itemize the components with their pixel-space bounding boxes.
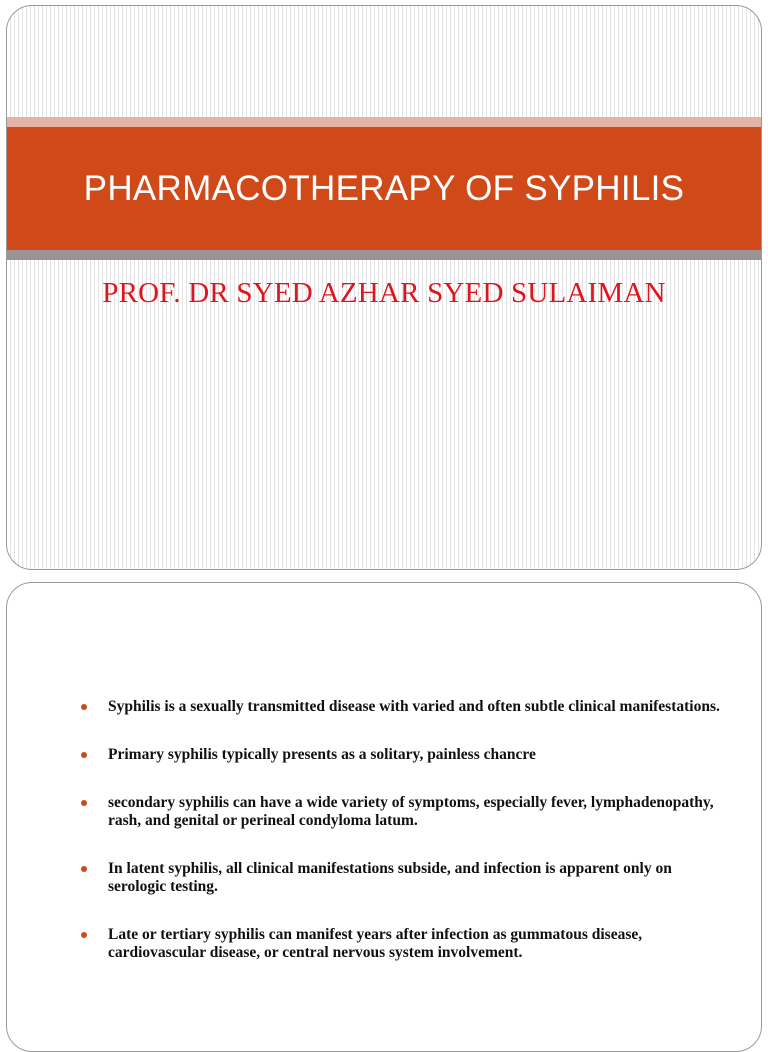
slide-subtitle: PROF. DR SYED AZHAR SYED SULAIMAN bbox=[102, 277, 666, 309]
bullet-text: In latent syphilis, all clinical manifestations subside, and infection is apparent only on serologic testing. bbox=[108, 860, 672, 895]
bullet-marker-icon bbox=[81, 932, 87, 938]
bullet-item bbox=[81, 698, 731, 716]
title-accent-band-top bbox=[7, 117, 761, 127]
bullet-marker-icon bbox=[81, 704, 87, 710]
bullet-item bbox=[81, 926, 731, 962]
bullet-text: secondary syphilis can have a wide variety of symptoms, especially fever, lymphadenopathy, rash, and genital or perineal condyloma latum. bbox=[108, 794, 714, 829]
bullet-marker-icon bbox=[81, 752, 87, 758]
content-slide bbox=[6, 582, 762, 1052]
bullet-marker-icon bbox=[81, 800, 87, 806]
bullet-item bbox=[81, 746, 731, 764]
bullet-item bbox=[81, 860, 731, 896]
slide-title: PHARMACOTHERAPY OF SYPHILIS bbox=[83, 168, 685, 208]
bullet-list bbox=[81, 698, 731, 992]
title-slide bbox=[6, 5, 762, 570]
bullet-text: Late or tertiary syphilis can manifest years after infection as gummatous disease, cardiovascular disease, or central nervous system involvement. bbox=[108, 926, 643, 961]
bullet-text: Syphilis is a sexually transmitted disease with varied and often subtle clinical manifestations. bbox=[108, 698, 720, 715]
bullet-item bbox=[81, 794, 731, 830]
bullet-text: Primary syphilis typically presents as a solitary, painless chancre bbox=[108, 746, 536, 763]
bullet-marker-icon bbox=[81, 866, 87, 872]
title-accent-band-bottom bbox=[7, 250, 761, 260]
title-bar bbox=[7, 127, 761, 250]
